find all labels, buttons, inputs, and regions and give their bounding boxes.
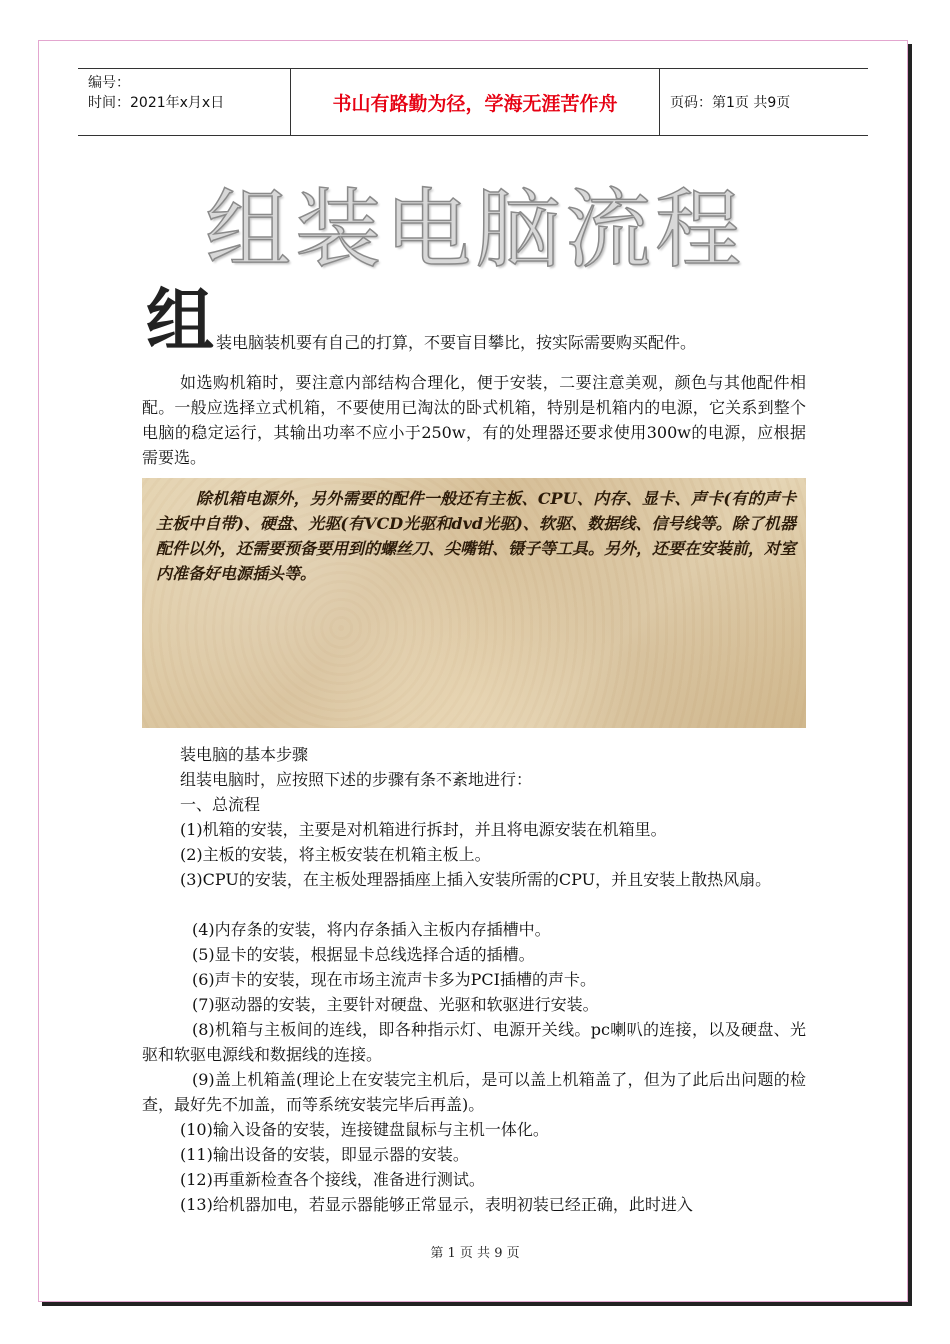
steps-heading: 装电脑的基本步骤 bbox=[180, 745, 309, 764]
document-title: 组装电脑流程 bbox=[205, 180, 745, 280]
number-label: 编号： bbox=[88, 75, 130, 91]
time-label: 时间：2021年x月x日 bbox=[88, 95, 225, 111]
steps-intro: 组装电脑时，应按照下述的步骤有条不紊地进行： bbox=[180, 770, 533, 789]
intro-text: 装电脑装机要有自己的打算，不要盲目攀比，按实际需要购买配件。 bbox=[216, 333, 697, 352]
parchment-box bbox=[142, 478, 806, 728]
page-code: 页码：第1页 共9页 bbox=[670, 95, 791, 111]
header-left-cell bbox=[78, 69, 291, 135]
list-item: (6)声卡的安装，现在市场主流声卡多为PCI插槽的声卡。 bbox=[192, 970, 596, 989]
drop-cap: 组 bbox=[146, 282, 215, 361]
list-item: (5)显卡的安装，根据显卡总线选择合适的插槽。 bbox=[192, 945, 535, 964]
list-item: (7)驱动器的安装，主要针对硬盘、光驱和软驱进行安装。 bbox=[192, 995, 599, 1014]
list-item: (12)再重新检查各个接线，准备进行测试。 bbox=[180, 1170, 485, 1189]
intro bbox=[142, 282, 812, 362]
list-item: (2)主板的安装，将主板安装在机箱主板上。 bbox=[180, 845, 491, 864]
paragraph-case-selection: 如选购机箱时，要注意内部结构合理化，便于安装，二要注意美观，颜色与其他配件相配。一般应选择立式机箱，不要使用已淘汰的卧式机箱，特别是机箱内的电源，它关系到整个电脑的稳定运行，其输出功率不应小于250w，有的处理器还要求使用300w的电源，应根据需要选。 bbox=[142, 373, 806, 467]
header-table bbox=[78, 68, 868, 136]
list-item: (10)输入设备的安装，连接键盘鼠标与主机一体化。 bbox=[180, 1120, 549, 1139]
page-footer: 第 1 页 共 9 页 bbox=[430, 1246, 520, 1261]
list-item: (11)输出设备的安装，即显示器的安装。 bbox=[180, 1145, 469, 1164]
list-item: (9)盖上机箱盖(理论上在安装完主机后，是可以盖上机箱盖了，但为了此后出问题的检查，最好先不加盖，而等系统安装完毕后再盖)。 bbox=[142, 1070, 806, 1114]
section-heading: 一、总流程 bbox=[180, 795, 261, 814]
list-item: (4)内存条的安装，将内存条插入主板内存插槽中。 bbox=[192, 920, 551, 939]
list-item: (13)给机器加电，若显示器能够正常显示，表明初装已经正确，此时进入 bbox=[180, 1195, 693, 1214]
list-item: (1)机箱的安装，主要是对机箱进行拆封，并且将电源安装在机箱里。 bbox=[180, 820, 667, 839]
list-item: (3)CPU的安装，在主板处理器插座上插入安装所需的CPU，并且安装上散热风扇。 bbox=[180, 870, 772, 889]
list-item: (8)机箱与主板间的连线，即各种指示灯、电源开关线。pc喇叭的连接，以及硬盘、光驱和软驱电源线和数据线的连接。 bbox=[142, 1020, 806, 1064]
parchment-text: 除机箱电源外，另外需要的配件一般还有主板、CPU、内存、显卡、声卡(有的声卡主板中自带)、硬盘、光驱(有VCD光驱和dvd光驱)、软驱、数据线、信号线等。除了机器配件以外，还需要预备要用到的螺丝刀、尖嘴钳、镊子等工具。另外，还要在安装前，对室内准备好电源插头等。 bbox=[156, 489, 797, 583]
motto: 书山有路勤为径，学海无涯苦作舟 bbox=[291, 69, 660, 135]
